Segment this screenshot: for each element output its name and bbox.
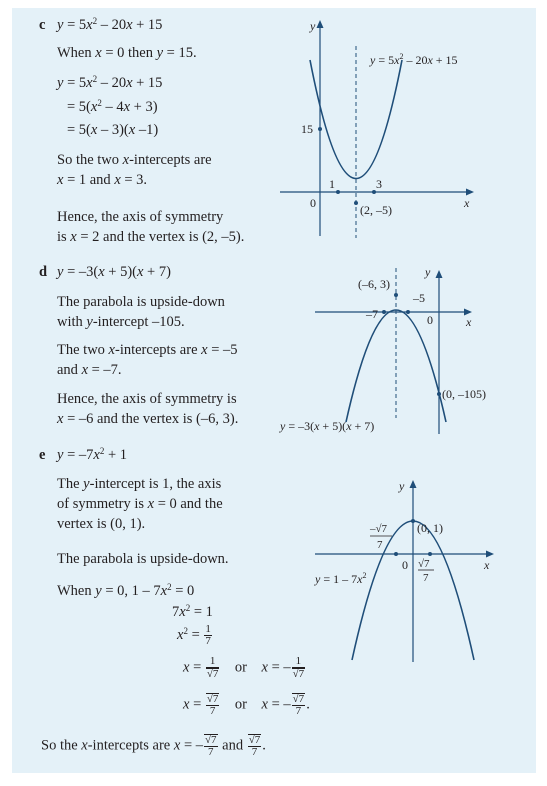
part-e-line-2: of symmetry is x = 0 and the [57,496,223,512]
vertex-point [411,519,415,523]
neg-root-point [394,552,398,556]
y-intercept-point [318,127,322,131]
y-intercept-point [437,392,441,396]
vertex-point [394,293,398,297]
part-c-line-3: = $5(x^2 - 4x + 3)$ [67,98,158,115]
root-1-point [336,190,340,194]
part-e-label: e [39,447,46,463]
x-axis-label: x [464,196,470,210]
x-axis-label: x [466,315,472,329]
part-e-line-4: The parabola is upside-down. [57,551,229,567]
root-minus7-label: –7 [366,307,378,321]
part-e-conclusion: So the x-intercepts are x = – $\frac{√7}{7}$ and $\frac{√7}{7}$ . [41,734,266,758]
vertex-label: (2, –5) [360,203,392,217]
vertex-label: (0, 1) [417,521,443,535]
neg-root-den: 7 [377,539,383,551]
part-e-line-9: x = $\frac{√7}{7}$ or x = – $\frac{√7}{7}$ . [183,693,310,717]
root-minus7-point [382,310,386,314]
part-e-line-1: The y-intercept is 1, the axis [57,476,222,492]
root-3-label: 3 [376,177,382,191]
part-c-line-4: = 5(x – 3)(x –1) [67,122,159,138]
pos-root-point [428,552,432,556]
part-d-label: d [39,264,48,280]
part-c-line-5: So the two x-intercepts are [57,152,212,168]
y-intercept-label: (0, –105) [442,387,486,401]
part-c-line-1: When x = 0 then y = 15. [57,45,197,61]
y-axis-label: y [310,19,316,33]
part-e-line-8: x = $\frac{1}{√7}$ or x = – $\frac{1}{√7}$ [183,655,305,680]
part-c-line-6: x = 1 and x = 3. [57,172,148,188]
origin-label: 0 [310,196,316,210]
graph-d [270,262,530,440]
root-1-label: 1 [329,177,335,191]
curve-equation-label: $y = 5x^2 - 20x + 15$ [370,52,458,67]
part-d-line-5: Hence, the axis of symmetry is [57,391,237,407]
part-d-line-4: and x = –7. [57,362,122,378]
part-e-line-5: When y = 0, $1 - 7x^2 = 0$ [57,582,195,599]
root-minus5-label: –5 [413,291,425,305]
neg-root-num: –√7 [370,523,388,535]
part-d-line-3: The two x-intercepts are x = –5 [57,342,238,358]
part-e-line-7: $x^2$ = $\frac{1}{7}$ [177,623,211,647]
graph-c [270,10,530,242]
part-d-line-6: x = –6 and the vertex is (–6, 3). [57,411,239,427]
part-c-heading: $y = 5x^2 - 20x + 15$ [57,16,163,33]
x-axis-label: x [484,558,490,572]
vertex-label: (–6, 3) [358,277,390,291]
graph-e [300,470,510,670]
part-d-line-2: with y-intercept –105. [57,314,185,330]
origin-label: 0 [402,558,408,572]
pos-root-den: 7 [423,572,429,584]
origin-label: 0 [427,313,433,327]
pos-root-num: √7 [418,558,430,570]
part-e-line-3: vertex is (0, 1). [57,516,146,532]
part-e-line-6: $7x^2 = 1$ [172,603,213,620]
part-c-label: c [39,17,46,33]
y-axis-label: y [425,265,431,279]
part-d-line-1: The parabola is upside-down [57,294,225,310]
part-c-line-8: is x = 2 and the vertex is (2, –5). [57,229,245,245]
curve-equation-label: y = –3(x + 5)(x + 7) [280,419,375,433]
part-e-heading: $y = -7x^2 + 1$ [57,446,127,463]
vertex-point [354,201,358,205]
part-d-heading: y = –3(x + 5)(x + 7) [57,264,171,280]
part-c-line-7: Hence, the axis of symmetry [57,209,224,225]
part-c-line-2: $y = 5x^2 - 20x + 15$ [57,74,163,91]
y-intercept-label: 15 [301,122,313,136]
curve-equation-label: $y = 1 - 7x^2$ [315,571,367,586]
y-axis-label: y [399,479,405,493]
root-minus5-point [406,310,410,314]
